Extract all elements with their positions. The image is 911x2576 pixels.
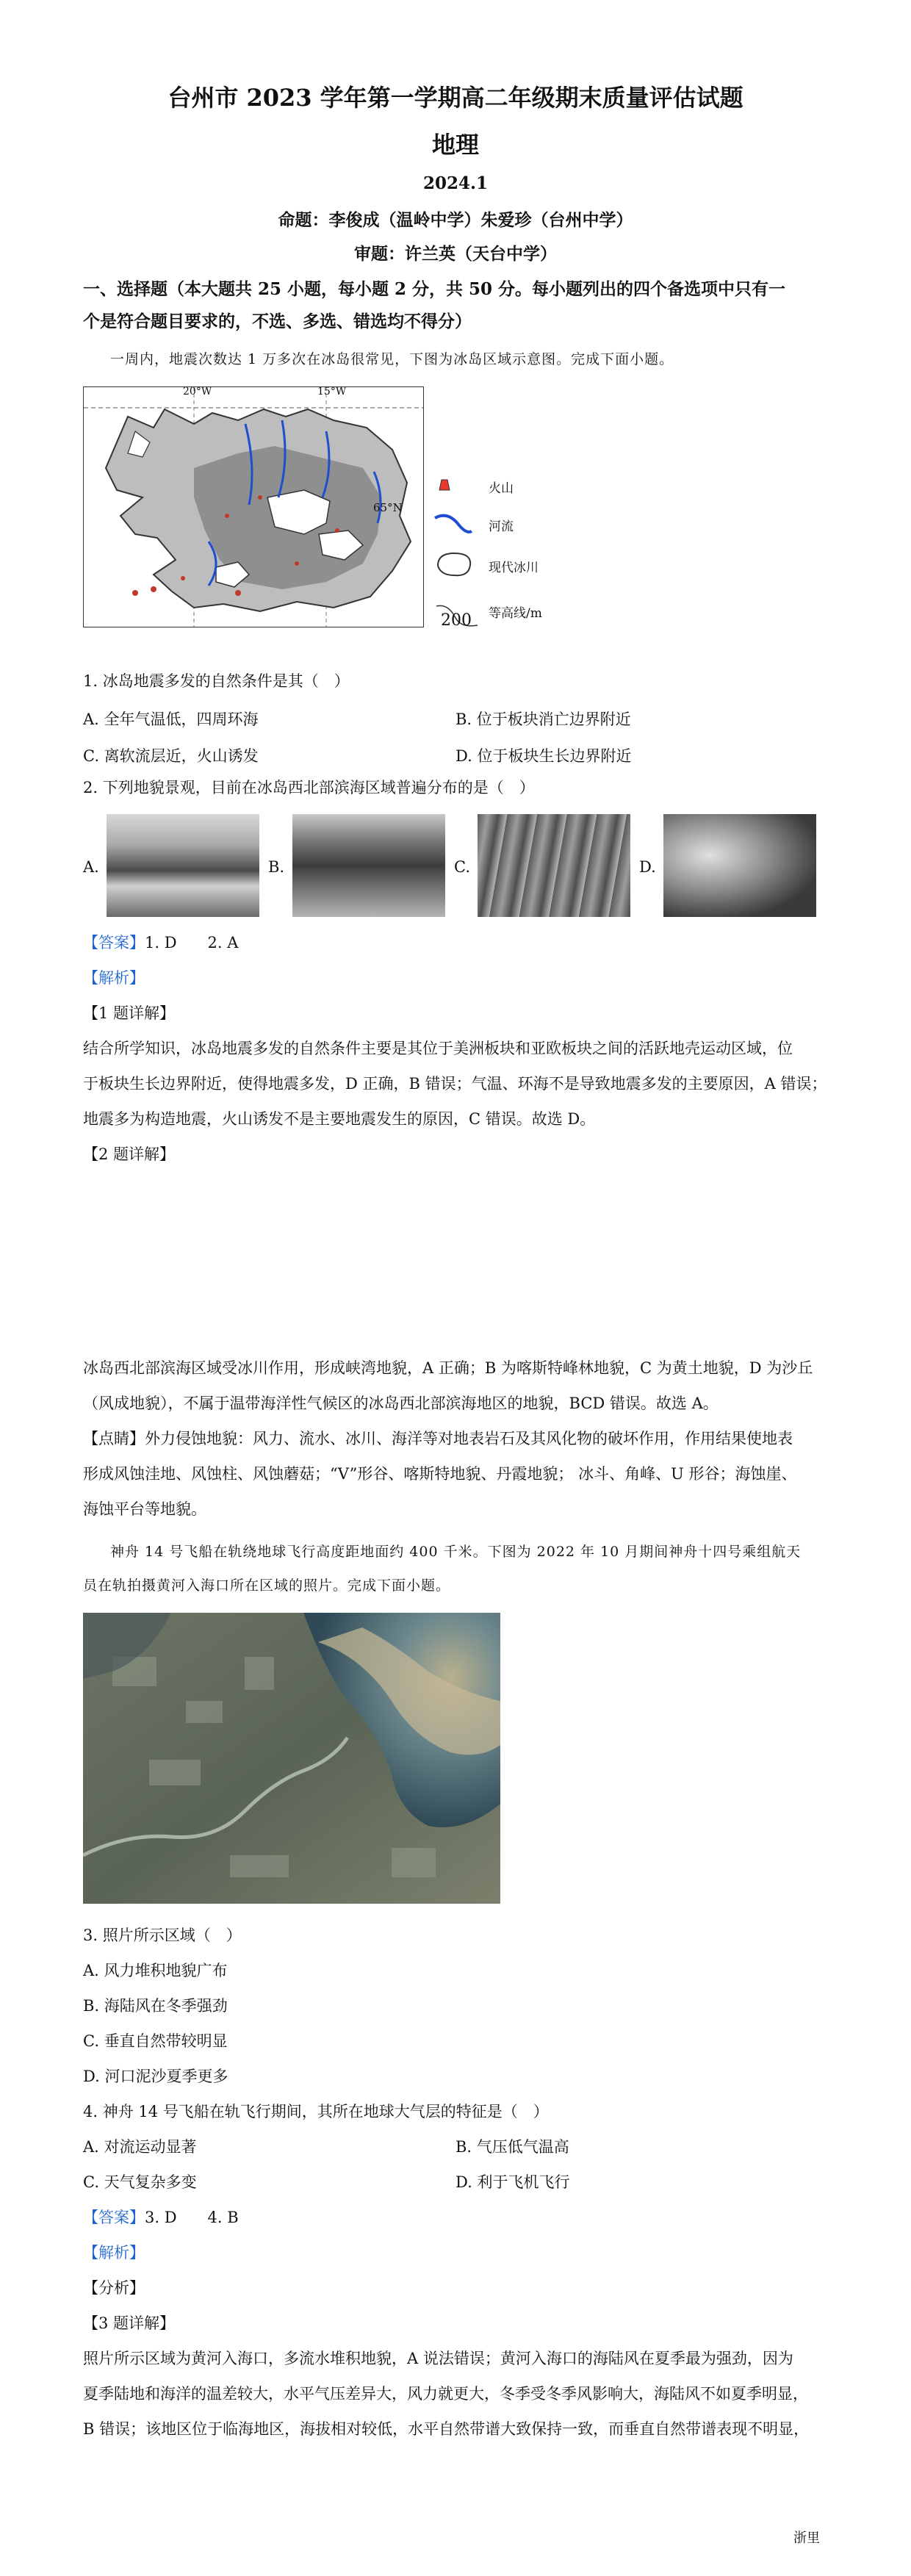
page-footer: 浙里: [793, 2530, 820, 2546]
q2-image-b-karst: [292, 814, 445, 917]
answer-q1-2: [83, 927, 238, 959]
detail3-label: 【3 题详解】: [83, 2314, 176, 2332]
q3-stem: 3. 照片所示区域（ ）: [83, 1926, 242, 1944]
detail2-line1: 冰岛西北部滨海区域受冰川作用，形成峡湾地貌，A 正确；B 为喀斯特峰林地貌，C 为黄土地貌，D 为沙丘: [83, 1359, 813, 1377]
q2-option-a-label: A.: [83, 858, 99, 876]
q2-option-c-label: C.: [454, 858, 470, 876]
dianjing-line3: 海蚀平台等地貌。: [83, 1500, 206, 1518]
detail3-line1: 照片所示区域为黄河入海口，多流水堆积地貌，A 说法错误；黄河入海口的海陆风在夏季最为强劲，因为: [83, 2350, 793, 2367]
q1-option-b: B. 位于板块消亡边界附近: [455, 710, 631, 728]
satellite-photo-svg: [83, 1613, 500, 1904]
legend-glacier: 现代冰川: [489, 561, 539, 575]
q2-option-b-label: B.: [268, 858, 285, 876]
glacier-legend-icon: [438, 553, 470, 575]
answer34-text: 3. D 4. B: [145, 2209, 239, 2226]
dianjing-line2: 形成风蚀洼地、风蚀柱、风蚀蘑菇；“V”形谷、喀斯特地貌、丹霞地貌； 冰斗、角峰、U 形谷；海蚀崖、: [83, 1465, 797, 1483]
analysis-label: 【解析】: [83, 969, 145, 987]
intro-q3-4-line1: 神舟 14 号飞船在轨绕地球飞行高度距地面约 400 千米。下图为 2022 年 10 月期间神舟十四号乘组航天: [110, 1544, 802, 1560]
detail2-line2: （风成地貌），不属于温带海洋性气候区的冰岛西北部滨海地区的地貌，BCD 错误。故选 A。: [83, 1395, 719, 1412]
detail1-line2: 于板块生长边界附近，使得地震多发，D 正确，B 错误；气温、环海不是导致地震多发的主要原因，A 错误；: [83, 1075, 827, 1093]
q1-stem: 1. 冰岛地震多发的自然条件是其（ ）: [83, 672, 350, 690]
detail1-line3: 地震多为构造地震，火山诱发不是主要地震发生的原因，C 错误。故选 D。: [83, 1110, 596, 1128]
q1-option-c: C. 离软流层近，火山诱发: [83, 747, 259, 765]
q3-option-b: B. 海陆风在冬季强劲: [83, 1997, 228, 2015]
analysis-label-2: 【解析】: [83, 2244, 145, 2262]
legend-contour: 等高线/m: [489, 606, 542, 621]
dianjing-text1: 外力侵蚀地貌：风力、流水、冰川、海洋等对地表岩石及其风化物的破坏作用，作用结果使地表: [145, 1430, 793, 1447]
q1-option-a: A. 全年气温低，四周环海: [83, 710, 259, 728]
yellow-river-estuary-photo: [83, 1613, 500, 1904]
q4-option-c: C. 天气复杂多变: [83, 2173, 197, 2191]
exam-date: 2024.1: [422, 173, 489, 193]
authors-line: 命题：李俊成（温岭中学）朱爱珍（台州中学）: [278, 210, 633, 230]
reviewer-line: 审题：许兰英（天台中学）: [354, 244, 557, 264]
lat-label-65n: 65°N: [373, 501, 403, 514]
q2-image-d-dunes: [663, 814, 816, 917]
legend-volcano: 火山: [489, 481, 514, 496]
q2-image-c-loess: [478, 814, 630, 917]
detail2-label: 【2 题详解】: [83, 1145, 176, 1163]
q3-option-a: A. 风力堆积地貌广布: [83, 1962, 228, 1979]
intro-q1-2: 一周内，地震次数达 1 万多次在冰岛很常见，下图为冰岛区域示意图。完成下面小题。: [110, 351, 674, 367]
fenxi-label: 【分析】: [83, 2279, 145, 2297]
exam-title: 台州市 2023 学年第一学期高二年级期末质量评估试题: [168, 84, 743, 112]
detail1-line1: 结合所学知识，冰岛地震多发的自然条件主要是其位于美洲板块和亚欧板块之间的活跃地壳运动区域，位: [83, 1040, 793, 1057]
answer-text: 1. D 2. A: [145, 934, 239, 951]
q2-option-d-label: D.: [639, 858, 656, 876]
dianjing-line1: [83, 1422, 793, 1455]
detail3-line2: 夏季陆地和海洋的温差较大，水平气压差异大，风力就更大，冬季受冬季风影响大，海陆风不如夏季明显，: [83, 2385, 808, 2403]
legend-contour-value: 200: [441, 611, 472, 630]
dianjing-label: 【点睛】: [83, 1430, 145, 1447]
q3-option-c: C. 垂直自然带较明显: [83, 2032, 228, 2050]
lon-label-20w: 20°W: [183, 386, 212, 397]
q4-stem: 4. 神舟 14 号飞船在轨飞行期间，其所在地球大气层的特征是（ ）: [83, 2103, 549, 2120]
intro-q3-4-line2: 员在轨拍摄黄河入海口所在区域的照片。完成下面小题。: [83, 1577, 451, 1594]
q1-option-d: D. 位于板块生长边界附近: [455, 747, 632, 765]
q3-option-d: D. 河口泥沙夏季更多: [83, 2068, 228, 2085]
q2-stem: 2. 下列地貌景观，目前在冰岛西北部滨海区域普遍分布的是（ ）: [83, 779, 535, 796]
volcano-legend-icon: [439, 480, 450, 490]
q2-image-a-fjord: [107, 814, 259, 917]
q4-option-b: B. 气压低气温高: [455, 2138, 569, 2156]
lon-label-15w: 15°W: [317, 386, 347, 397]
subject-title: 地理: [431, 131, 479, 159]
legend-river: 河流: [489, 519, 514, 534]
answer-label: 【答案】: [83, 934, 145, 951]
q4-option-d: D. 利于飞机飞行: [455, 2173, 570, 2191]
section-heading-line1: 一、选择题（本大题共 25 小题，每小题 2 分，共 50 分。每小题列出的四个备选项中只有一: [83, 279, 786, 299]
river-legend-icon: [435, 516, 472, 532]
q4-option-a: A. 对流运动显著: [83, 2138, 197, 2156]
detail3-line3: B 错误；该地区位于临海地区，海拔相对较低，水平自然带谱大致保持一致，而垂直自然带谱表现不明显，: [83, 2420, 810, 2438]
section-heading-line2: 个是符合题目要求的，不选、多选、错选均不得分）: [83, 312, 472, 331]
answer34-label: 【答案】: [83, 2209, 145, 2226]
iceland-map-svg: [84, 387, 423, 627]
detail1-label: 【1 题详解】: [83, 1004, 176, 1022]
answer-q3-4: [83, 2201, 239, 2234]
